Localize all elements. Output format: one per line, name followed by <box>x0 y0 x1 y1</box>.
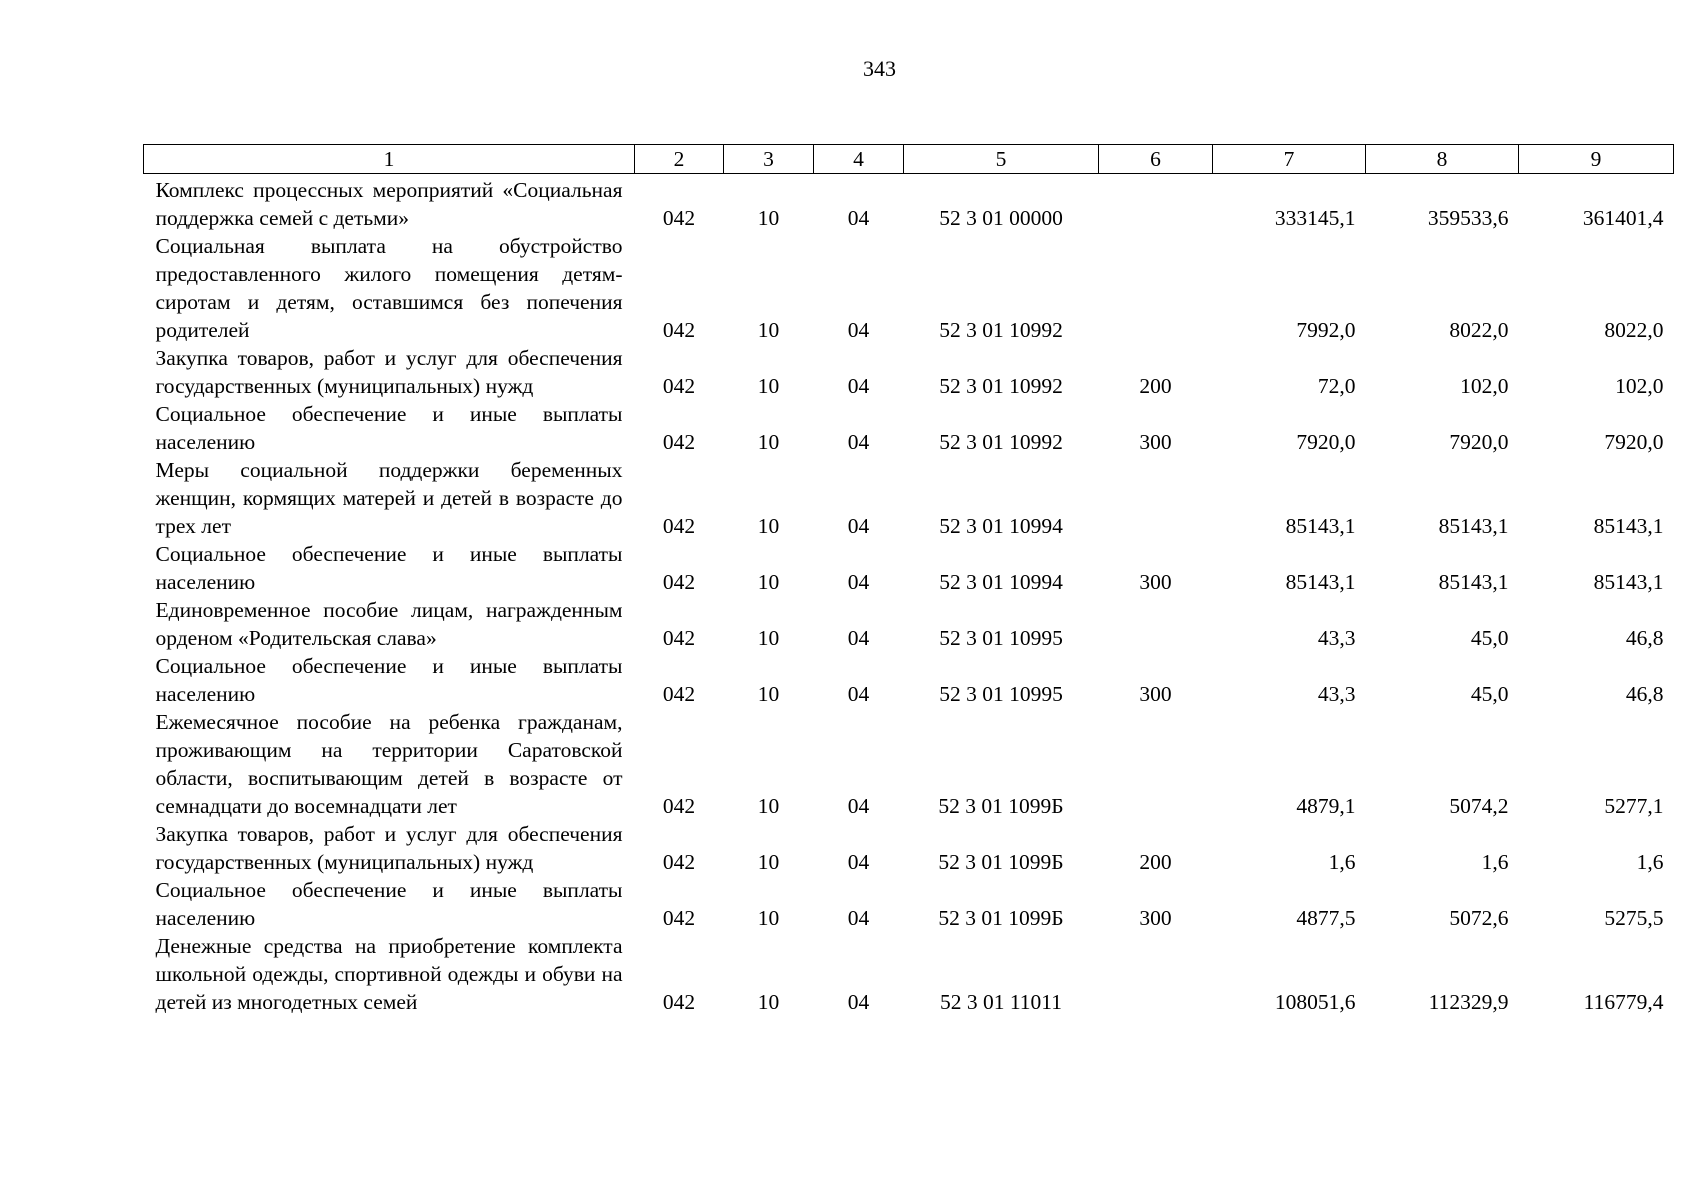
cell-col-8: 359533,6 <box>1427 206 1509 230</box>
cell-col-7: 72,0 <box>1317 374 1356 398</box>
cell-col-4: 04 <box>847 206 870 230</box>
cell-col-2: 042 <box>662 374 696 398</box>
table-row <box>144 400 1674 456</box>
cell-col-6 <box>1099 456 1213 540</box>
cell-col-3: 10 <box>757 626 780 650</box>
table-row <box>144 820 1674 876</box>
row-name: Комплекс процессных мероприятий «Социальная поддержка семей с детьми» <box>155 178 623 230</box>
cell-col-8: 102,0 <box>1460 374 1509 398</box>
cell-col-3: 10 <box>757 990 780 1014</box>
cell-col-7: 108051,6 <box>1274 990 1356 1014</box>
cell-col-3: 10 <box>757 850 780 874</box>
row-name: Социальное обеспечение и иные выплаты населению <box>155 654 623 706</box>
header-col-5: 5 <box>904 145 1099 174</box>
cell-col-7: 43,3 <box>1317 682 1356 706</box>
cell-col-2: 042 <box>662 570 696 594</box>
cell-col-7: 333145,1 <box>1274 206 1356 230</box>
header-col-8: 8 <box>1366 145 1519 174</box>
cell-col-2: 042 <box>662 206 696 230</box>
cell-col-4: 04 <box>847 374 870 398</box>
table-row <box>144 174 1674 233</box>
cell-col-5: 52 3 01 10992 <box>939 430 1063 454</box>
row-name: Социальное обеспечение и иные выплаты населению <box>155 542 623 594</box>
cell-col-6 <box>1099 596 1213 652</box>
row-name: Закупка товаров, работ и услуг для обеспечения государственных (муниципальных) нужд <box>155 346 623 398</box>
cell-col-7: 85143,1 <box>1285 514 1356 538</box>
cell-col-6 <box>1099 932 1213 1016</box>
header-col-2: 2 <box>635 145 724 174</box>
cell-col-8: 5074,2 <box>1449 794 1509 818</box>
cell-col-7: 4877,5 <box>1296 906 1356 930</box>
cell-col-6: 200 <box>1139 850 1172 874</box>
cell-col-2: 042 <box>662 794 696 818</box>
cell-col-7: 43,3 <box>1317 626 1356 650</box>
cell-col-3: 10 <box>757 906 780 930</box>
cell-col-4: 04 <box>847 850 870 874</box>
cell-col-9: 46,8 <box>1625 626 1664 650</box>
budget-table <box>143 144 1674 1016</box>
cell-col-4: 04 <box>847 794 870 818</box>
cell-col-8: 45,0 <box>1470 682 1509 706</box>
cell-col-4: 04 <box>847 514 870 538</box>
cell-col-5: 52 3 01 10992 <box>939 318 1063 342</box>
cell-col-9: 8022,0 <box>1604 318 1664 342</box>
cell-col-2: 042 <box>662 990 696 1014</box>
header-col-7: 7 <box>1213 145 1366 174</box>
cell-col-5: 52 3 01 1099Б <box>938 906 1064 930</box>
cell-col-6: 300 <box>1139 430 1172 454</box>
cell-col-4: 04 <box>847 430 870 454</box>
cell-col-6 <box>1099 232 1213 344</box>
cell-col-2: 042 <box>662 850 696 874</box>
cell-col-2: 042 <box>662 626 696 650</box>
cell-col-2: 042 <box>662 682 696 706</box>
cell-col-5: 52 3 01 10995 <box>939 626 1063 650</box>
cell-col-4: 04 <box>847 990 870 1014</box>
row-name: Меры социальной поддержки беременных женщин, кормящих матерей и детей в возрасте до трех лет <box>155 458 623 538</box>
cell-col-3: 10 <box>757 514 780 538</box>
row-name: Ежемесячное пособие на ребенка гражданам, проживающим на территории Саратовской области, воспитывающим детей в возрасте от семнадцати до восемнадцати лет <box>155 710 623 818</box>
cell-col-3: 10 <box>757 430 780 454</box>
cell-col-5: 52 3 01 1099Б <box>938 794 1064 818</box>
row-name: Социальное обеспечение и иные выплаты населению <box>155 878 623 930</box>
cell-col-3: 10 <box>757 318 780 342</box>
cell-col-5: 52 3 01 11011 <box>939 990 1063 1014</box>
cell-col-2: 042 <box>662 430 696 454</box>
cell-col-8: 85143,1 <box>1438 570 1509 594</box>
cell-col-6 <box>1099 708 1213 820</box>
cell-col-4: 04 <box>847 626 870 650</box>
cell-col-5: 52 3 01 10994 <box>939 570 1063 594</box>
cell-col-8: 45,0 <box>1470 626 1509 650</box>
cell-col-3: 10 <box>757 374 780 398</box>
table-row <box>144 932 1674 1016</box>
header-col-1: 1 <box>144 145 635 174</box>
cell-col-2: 042 <box>662 318 696 342</box>
row-name: Социальное обеспечение и иные выплаты населению <box>155 402 623 454</box>
table-row <box>144 708 1674 820</box>
cell-col-9: 5275,5 <box>1604 906 1664 930</box>
cell-col-9: 85143,1 <box>1593 514 1664 538</box>
cell-col-9: 46,8 <box>1625 682 1664 706</box>
cell-col-8: 5072,6 <box>1449 906 1509 930</box>
row-name: Социальная выплата на обустройство предоставленного жилого помещения детям-сиротам и детям, оставшимся без попечения родителей <box>155 234 623 342</box>
table-body <box>144 174 1674 1017</box>
cell-col-7: 7920,0 <box>1296 430 1356 454</box>
cell-col-4: 04 <box>847 906 870 930</box>
cell-col-8: 85143,1 <box>1438 514 1509 538</box>
cell-col-5: 52 3 01 10995 <box>939 682 1063 706</box>
cell-col-7: 85143,1 <box>1285 570 1356 594</box>
cell-col-8: 112329,9 <box>1428 990 1509 1014</box>
row-name: Денежные средства на приобретение комплекта школьной одежды, спортивной одежды и обуви на детей из многодетных семей <box>155 934 623 1014</box>
cell-col-3: 10 <box>757 206 780 230</box>
cell-col-9: 116779,4 <box>1583 990 1664 1014</box>
row-name: Единовременное пособие лицам, награжденным орденом «Родительская слава» <box>155 598 623 650</box>
cell-col-7: 1,6 <box>1328 850 1356 874</box>
cell-col-9: 361401,4 <box>1582 206 1664 230</box>
cell-col-3: 10 <box>757 794 780 818</box>
table-row <box>144 456 1674 540</box>
cell-col-3: 10 <box>757 682 780 706</box>
table-row <box>144 232 1674 344</box>
cell-col-9: 1,6 <box>1636 850 1664 874</box>
cell-col-2: 042 <box>662 514 696 538</box>
cell-col-6 <box>1099 174 1213 233</box>
cell-col-3: 10 <box>757 570 780 594</box>
cell-col-7: 7992,0 <box>1296 318 1356 342</box>
cell-col-8: 8022,0 <box>1449 318 1509 342</box>
cell-col-4: 04 <box>847 682 870 706</box>
page-number: 343 <box>863 56 896 81</box>
row-name: Закупка товаров, работ и услуг для обеспечения государственных (муниципальных) нужд <box>155 822 623 874</box>
table-row <box>144 596 1674 652</box>
cell-col-2: 042 <box>662 906 696 930</box>
header-col-9: 9 <box>1519 145 1674 174</box>
cell-col-8: 1,6 <box>1481 850 1509 874</box>
cell-col-5: 52 3 01 10994 <box>939 514 1063 538</box>
table-row <box>144 876 1674 932</box>
cell-col-6: 200 <box>1139 374 1172 398</box>
cell-col-7: 4879,1 <box>1296 794 1356 818</box>
cell-col-9: 7920,0 <box>1604 430 1664 454</box>
cell-col-5: 52 3 01 10992 <box>939 374 1063 398</box>
cell-col-5: 52 3 01 00000 <box>939 206 1063 230</box>
table-row <box>144 344 1674 400</box>
cell-col-9: 85143,1 <box>1593 570 1664 594</box>
cell-col-6: 300 <box>1139 906 1172 930</box>
table-row <box>144 540 1674 596</box>
table-row <box>144 652 1674 708</box>
header-row <box>144 145 1674 174</box>
cell-col-9: 102,0 <box>1615 374 1664 398</box>
header-col-4: 4 <box>814 145 904 174</box>
cell-col-4: 04 <box>847 570 870 594</box>
cell-col-8: 7920,0 <box>1449 430 1509 454</box>
cell-col-9: 5277,1 <box>1604 794 1664 818</box>
cell-col-4: 04 <box>847 318 870 342</box>
header-col-3: 3 <box>724 145 814 174</box>
cell-col-6: 300 <box>1139 570 1172 594</box>
cell-col-5: 52 3 01 1099Б <box>938 850 1064 874</box>
header-col-6: 6 <box>1099 145 1213 174</box>
cell-col-6: 300 <box>1139 682 1172 706</box>
